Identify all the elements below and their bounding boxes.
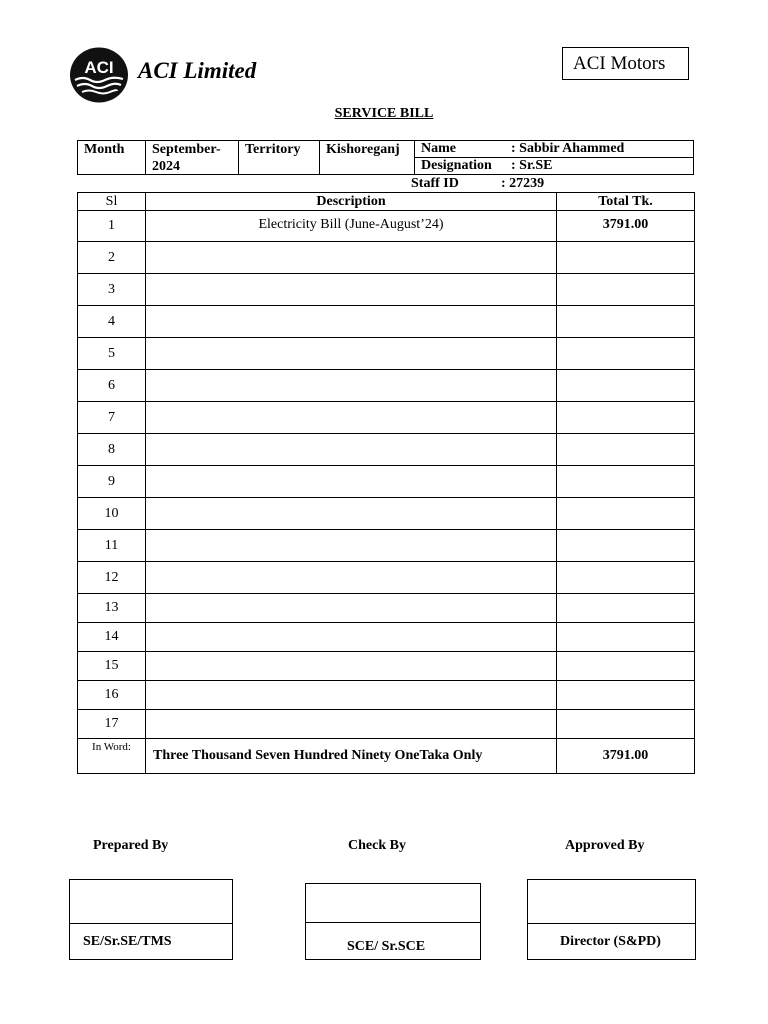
row-sl: 17 — [78, 710, 146, 739]
row-sl: 12 — [78, 562, 146, 594]
table-row — [78, 498, 695, 530]
row-description — [146, 306, 557, 338]
row-sl: 3 — [78, 274, 146, 306]
row-description — [146, 652, 557, 681]
row-description — [146, 530, 557, 562]
territory-label: Territory — [239, 141, 320, 174]
table-row — [78, 681, 695, 710]
check-by-label: Check By — [348, 838, 406, 853]
staff-id-row: Staff ID : 27239 — [411, 176, 545, 191]
table-row — [78, 710, 695, 739]
prepared-role: SE/Sr.SE/TMS — [83, 934, 172, 949]
row-description — [146, 274, 557, 306]
row-sl: 11 — [78, 530, 146, 562]
row-amount — [557, 710, 695, 739]
row-description — [146, 434, 557, 466]
table-row — [78, 370, 695, 402]
row-sl: 1 — [78, 211, 146, 242]
employee-info — [415, 141, 693, 174]
prepared-signature-box — [69, 879, 233, 960]
row-amount: 3791.00 — [557, 211, 695, 242]
row-amount — [557, 562, 695, 594]
row-sl: 10 — [78, 498, 146, 530]
row-sl: 8 — [78, 434, 146, 466]
row-amount — [557, 594, 695, 623]
row-description — [146, 242, 557, 274]
row-amount — [557, 530, 695, 562]
row-amount — [557, 681, 695, 710]
approved-by-label: Approved By — [565, 838, 645, 853]
table-row — [78, 211, 695, 242]
table-row — [78, 274, 695, 306]
table-row — [78, 530, 695, 562]
row-description: Electricity Bill (June-August’24) — [146, 211, 557, 242]
month-label: Month — [78, 141, 146, 174]
row-amount — [557, 370, 695, 402]
row-sl: 4 — [78, 306, 146, 338]
table-row — [78, 242, 695, 274]
table-row — [78, 652, 695, 681]
row-sl: 6 — [78, 370, 146, 402]
table-row — [78, 402, 695, 434]
row-description — [146, 562, 557, 594]
row-description — [146, 466, 557, 498]
table-row — [78, 562, 695, 594]
logo-text: ACI — [84, 58, 114, 77]
table-row — [78, 623, 695, 652]
sl-header: Sl — [78, 193, 146, 211]
row-description — [146, 402, 557, 434]
row-sl: 5 — [78, 338, 146, 370]
info-table — [77, 140, 694, 175]
row-description — [146, 370, 557, 402]
in-word-value: Three Thousand Seven Hundred Ninety OneTaka Only — [146, 739, 557, 774]
month-value: September- 2024 — [146, 141, 239, 174]
row-description — [146, 681, 557, 710]
in-word-row — [78, 739, 695, 774]
table-row — [78, 338, 695, 370]
row-description — [146, 338, 557, 370]
designation-row: Designation : Sr.SE — [421, 158, 553, 173]
row-sl: 9 — [78, 466, 146, 498]
row-amount — [557, 274, 695, 306]
row-amount — [557, 623, 695, 652]
row-description — [146, 498, 557, 530]
row-amount — [557, 498, 695, 530]
row-amount — [557, 402, 695, 434]
row-sl: 15 — [78, 652, 146, 681]
in-word-label: In Word: — [78, 739, 146, 774]
description-header: Description — [146, 193, 557, 211]
row-description — [146, 623, 557, 652]
document-title: SERVICE BILL — [334, 106, 434, 121]
aci-logo — [68, 46, 130, 104]
division-box: ACI Motors — [562, 47, 689, 80]
check-role: SCE/ Sr.SCE — [347, 939, 426, 954]
prepared-by-label: Prepared By — [93, 838, 169, 853]
total-header: Total Tk. — [557, 193, 695, 211]
check-signature-box — [305, 883, 481, 960]
grand-total: 3791.00 — [557, 739, 695, 774]
territory-value: Kishoreganj — [320, 141, 415, 174]
row-amount — [557, 306, 695, 338]
row-amount — [557, 338, 695, 370]
row-amount — [557, 466, 695, 498]
table-row — [78, 306, 695, 338]
bill-table — [77, 192, 695, 774]
row-sl: 14 — [78, 623, 146, 652]
row-description — [146, 710, 557, 739]
table-row — [78, 466, 695, 498]
row-amount — [557, 242, 695, 274]
company-name: ACI Limited — [138, 58, 257, 83]
row-amount — [557, 434, 695, 466]
row-sl: 13 — [78, 594, 146, 623]
row-sl: 7 — [78, 402, 146, 434]
table-row — [78, 434, 695, 466]
row-sl: 2 — [78, 242, 146, 274]
row-amount — [557, 652, 695, 681]
row-description — [146, 594, 557, 623]
name-row: Name : Sabbir Ahammed — [415, 141, 693, 158]
approved-role: Director (S&PD) — [560, 934, 661, 949]
approved-signature-box — [527, 879, 696, 960]
table-row — [78, 594, 695, 623]
row-sl: 16 — [78, 681, 146, 710]
